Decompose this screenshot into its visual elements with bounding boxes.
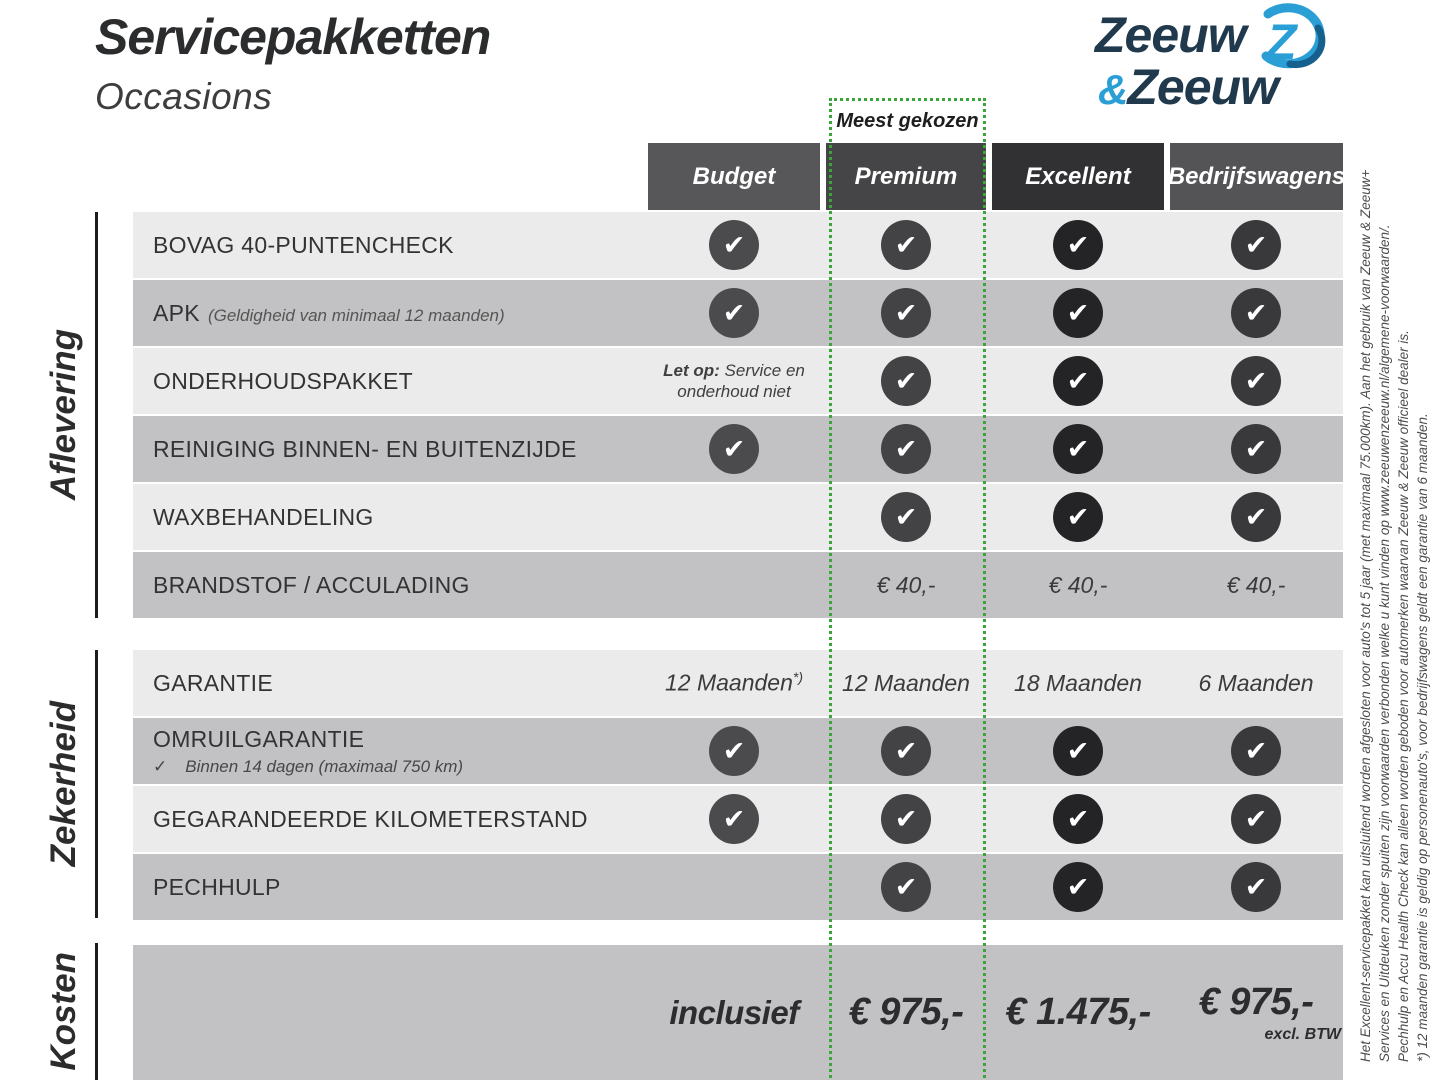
value-cell: 12 Maanden*): [664, 669, 803, 696]
value-cell: 18 Maanden: [1014, 669, 1142, 696]
check-icon: ✔: [881, 424, 931, 474]
value-cell: 6 Maanden: [1198, 669, 1314, 696]
check-cell: [821, 416, 991, 482]
empty-cell: [649, 854, 819, 920]
section-line: [95, 212, 98, 618]
check-icon: ✔: [881, 726, 931, 776]
check-icon: ✔: [709, 424, 759, 474]
page-title: Servicepakketten: [95, 9, 491, 65]
check-icon: ✔: [881, 492, 931, 542]
feature-label: WAXBEHANDELING: [153, 503, 374, 530]
section-label-zekerheid: Zekerheid: [44, 701, 83, 867]
check-icon: ✔: [1231, 492, 1281, 542]
check-cell: [1171, 416, 1341, 482]
check-icon: ✔: [1053, 288, 1103, 338]
check-icon: ✔: [709, 220, 759, 270]
feature-label: GEGARANDEERDE KILOMETERSTAND: [153, 805, 588, 832]
feature-label: APK (Geldigheid van minimaal 12 maanden): [153, 299, 505, 326]
fine-print-line: Services en Uitdeuken zonder spuiten zijn voorwaarden verbonden welke u kunt vinden op www.zeeuwenzeeuw.nl/algemene-voorwaarden/.: [1377, 224, 1392, 1062]
check-cell: [993, 348, 1163, 414]
check-cell: [993, 280, 1163, 346]
check-icon: ✔: [881, 288, 931, 338]
check-icon: ✔: [1231, 862, 1281, 912]
section-line: [95, 943, 98, 1080]
kosten-price-cell: € 1.475,-: [1005, 991, 1151, 1033]
check-cell: [993, 212, 1163, 278]
check-cell: [821, 280, 991, 346]
check-cell: [1171, 718, 1341, 784]
feature-row: [133, 416, 1343, 482]
check-icon: ✔: [1053, 726, 1103, 776]
fine-print-text: [1356, 127, 1432, 1062]
feature-row: [133, 484, 1343, 550]
empty-cell: [649, 552, 819, 618]
column-header-premium: Premium: [826, 143, 986, 210]
check-cell: [1171, 786, 1341, 852]
check-cell: [821, 718, 991, 784]
kosten-price-cell: € 975,-: [848, 991, 964, 1033]
check-cell: [1171, 484, 1341, 550]
check-icon: ✔: [1053, 356, 1103, 406]
check-cell: [1171, 212, 1341, 278]
value-cell: 12 Maanden: [842, 669, 970, 696]
check-icon: ✔: [1231, 288, 1281, 338]
feature-row: [133, 718, 1343, 784]
note-cell: Let op: Service en onderhoud niet: [663, 360, 805, 401]
fine-print-line: Pechhulp en Accu Health Check kan alleen worden geboden voor automerken waarvan Zeeuw & Zeeuw officieel dealer is.: [1396, 330, 1411, 1062]
fine-print-line: Het Excellent-servicepakket kan uitsluitend worden afgesloten voor auto's tot 5 jaar (met maximaal 75.000km). Aan het gebruik van Zeeuw & Zeeuw+: [1358, 169, 1373, 1062]
check-cell: [649, 718, 819, 784]
check-cell: [993, 484, 1163, 550]
value-cell: € 40,-: [1226, 571, 1286, 598]
excl-btw-note: excl. BTW: [1264, 1026, 1341, 1043]
check-icon: ✔: [709, 288, 759, 338]
check-icon: ✔: [881, 220, 931, 270]
check-cell: [1171, 280, 1341, 346]
check-cell: [821, 786, 991, 852]
column-header-bedrijfswagens: Bedrijfswagens: [1170, 143, 1343, 210]
check-cell: [1171, 348, 1341, 414]
column-header-budget: Budget: [648, 143, 820, 210]
check-icon: ✔: [881, 794, 931, 844]
feature-row: [133, 786, 1343, 852]
zeeuw-zeeuw-logo: [1090, 6, 1340, 121]
feature-row: [133, 650, 1343, 716]
check-icon: ✔: [881, 356, 931, 406]
check-cell: [649, 416, 819, 482]
feature-label: ONDERHOUDSPAKKET: [153, 367, 413, 394]
svg-text:Z: Z: [1266, 14, 1297, 70]
check-icon: ✔: [1231, 220, 1281, 270]
logo-line2: &Zeeuw: [1098, 59, 1278, 115]
value-cell: € 40,-: [1048, 571, 1108, 598]
section-label-kosten: Kosten: [44, 952, 83, 1071]
check-cell: [821, 484, 991, 550]
kosten-inclusief-cell: inclusief: [669, 993, 799, 1031]
check-icon: ✔: [709, 726, 759, 776]
feature-label: REINIGING BINNEN- EN BUITENZIJDE: [153, 435, 577, 462]
check-cell: [993, 854, 1163, 920]
kosten-price-cell: € 975,- excl. BTW: [1198, 981, 1341, 1043]
check-icon: ✔: [1231, 794, 1281, 844]
feature-label: BRANDSTOF / ACCULADING: [153, 571, 470, 598]
feature-label: BOVAG 40-PUNTENCHECK: [153, 231, 454, 258]
fine-print-line: *) 12 maanden garantie is geldig op personenauto's, voor bedrijfswagens geldt een garantie van 6 maanden.: [1415, 413, 1430, 1062]
feature-label: OMRUILGARANTIE ✓ Binnen 14 dagen (maximaal 750 km): [153, 725, 464, 776]
check-icon: ✔: [1053, 862, 1103, 912]
section-line: [95, 650, 98, 918]
section-label-aflevering: Aflevering: [44, 329, 83, 501]
check-cell: [821, 348, 991, 414]
logo-line1: Zeeuw: [1095, 7, 1246, 63]
check-cell: [649, 212, 819, 278]
value-cell: € 40,-: [876, 571, 936, 598]
feature-row: [133, 854, 1343, 920]
check-cell: [649, 280, 819, 346]
check-icon: ✔: [1053, 794, 1103, 844]
check-icon: ✔: [709, 794, 759, 844]
check-icon: ✔: [1053, 492, 1103, 542]
check-icon: ✔: [1231, 424, 1281, 474]
feature-label: GARANTIE: [153, 669, 273, 696]
check-cell: [993, 786, 1163, 852]
meest-gekozen-label: Meest gekozen: [836, 110, 979, 132]
check-icon: ✔: [1053, 424, 1103, 474]
kosten-row: [133, 945, 1343, 1080]
small-check-icon: ✓: [153, 756, 168, 776]
page-subtitle: Occasions: [95, 76, 273, 117]
logo-ampersand: &: [1098, 66, 1128, 113]
check-cell: [1171, 854, 1341, 920]
check-cell: [649, 786, 819, 852]
check-icon: ✔: [1231, 356, 1281, 406]
check-icon: ✔: [881, 862, 931, 912]
empty-cell: [649, 484, 819, 550]
feature-row: [133, 212, 1343, 278]
feature-row: [133, 280, 1343, 346]
check-icon: ✔: [1053, 220, 1103, 270]
check-cell: [993, 718, 1163, 784]
feature-label: PECHHULP: [153, 873, 281, 900]
check-cell: [821, 212, 991, 278]
check-cell: [821, 854, 991, 920]
feature-row: [133, 552, 1343, 618]
feature-row: [133, 348, 1343, 414]
column-header-excellent: Excellent: [992, 143, 1164, 210]
check-cell: [993, 416, 1163, 482]
check-icon: ✔: [1231, 726, 1281, 776]
